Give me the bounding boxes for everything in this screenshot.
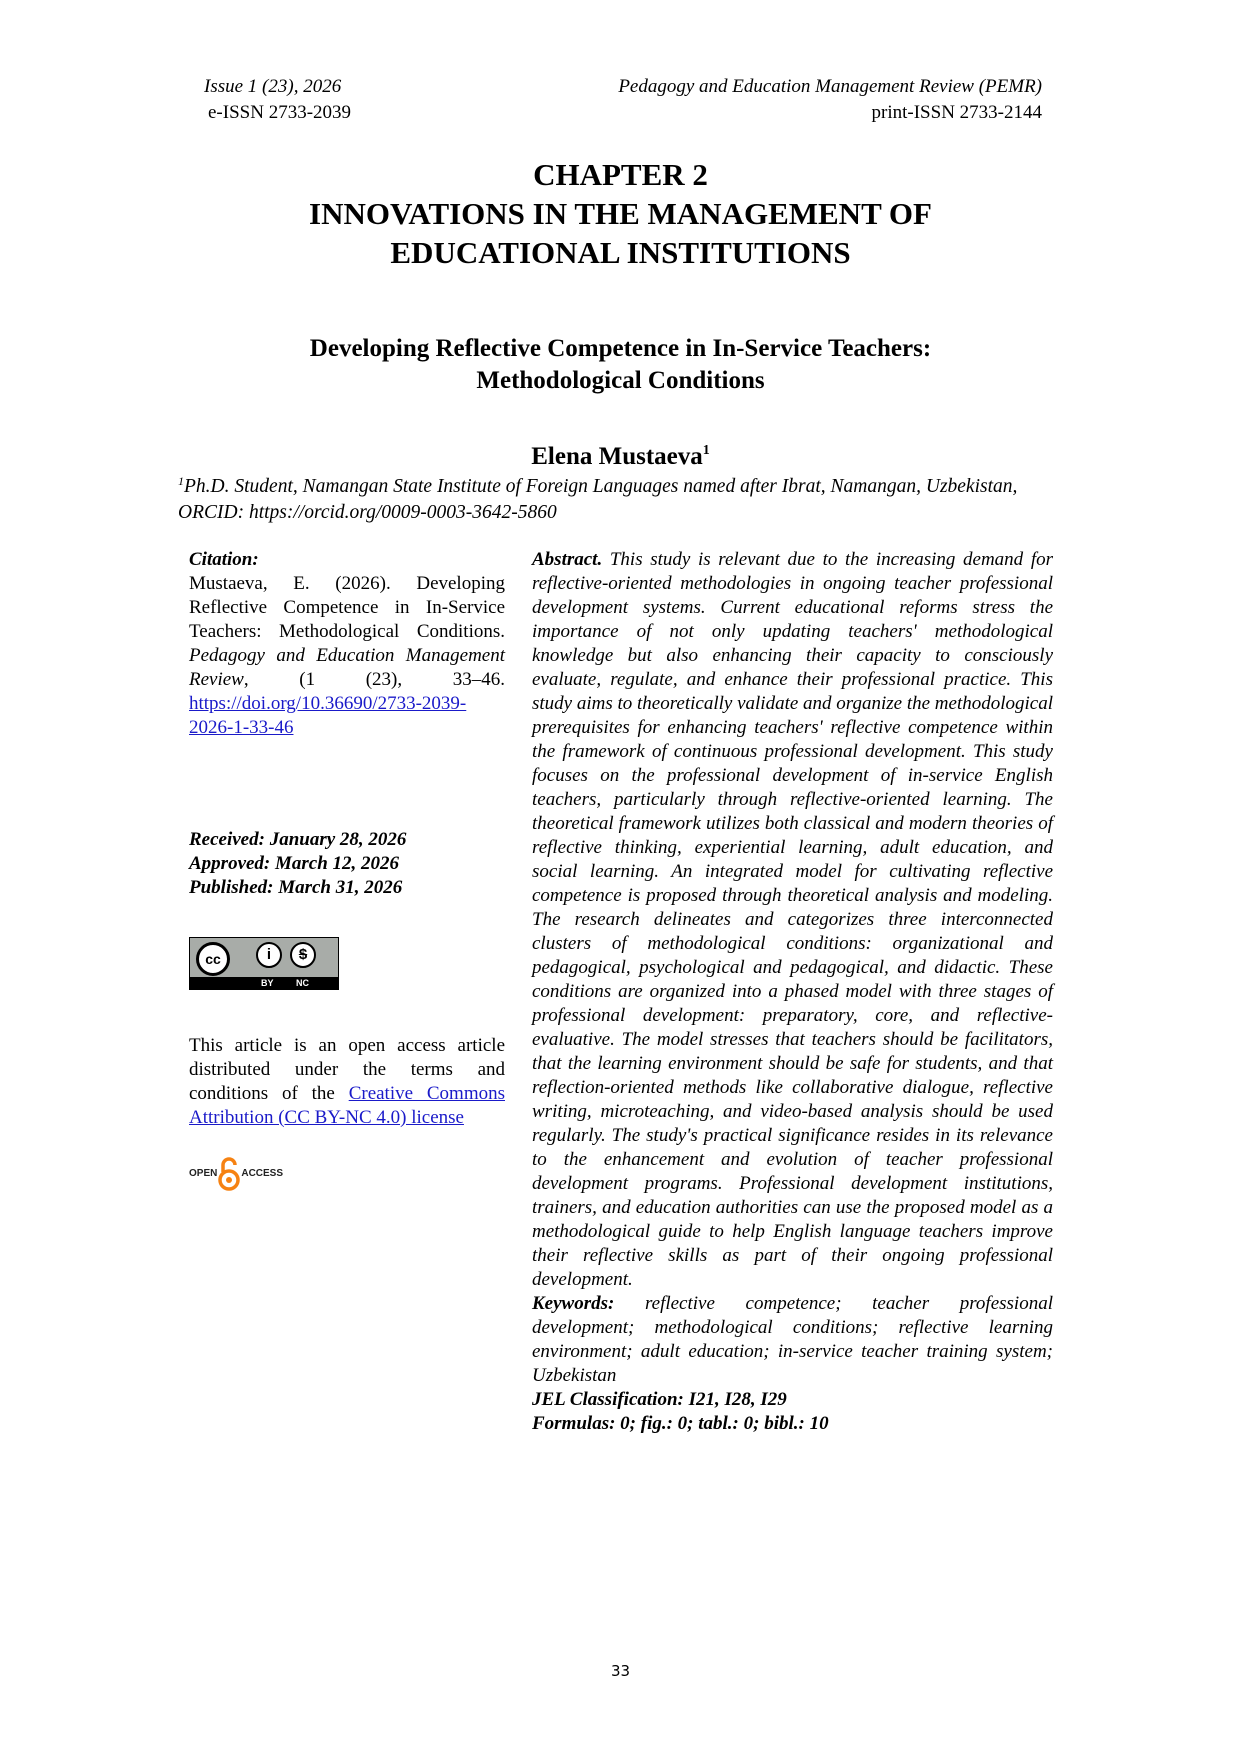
abstract-text: This study is relevant due to the increasing demand for reflective-oriented methodologies in ongoing teacher professional development systems. Current educational reforms stress the importance of not only updating teachers' methodological knowledge but also enhancing their capacity to consciously evaluate, regulate, and enhance their professional practice. This study aims to theoretically validate and organize the methodological prerequisites for enhancing teachers' reflective competence within the framework of continuous professional development. This study focuses on the professional development of in-service English teachers, particularly through reflective-oriented learning. The theoretical framework utilizes both classical and modern theories of reflective thinking, experiential learning, adult education, and social learning. An integrated model for cultivating reflective competence is proposed through theoretical analysis and modeling. The research delineates and categorizes three interconnected clusters of methodological conditions: organizational and pedagogical, psychological and pedagogical, and didactic. These conditions are organized into a phased model with three stages of professional development: preparatory, core, and reflective-evaluative. The model stresses that teachers should be facilitators, that the learning environment should be safe for students, and that reflection-oriented methods like collaborative dialogue, reflective writing, microteaching, and video-based analysis should be used regularly. The study's practical significance resides in its relevance to the enhancement and evolution of teacher professional development programs. Professional development institutions, trainers, and education authorities can use the proposed model as a methodological guide to help English language teachers improve their reflective skills as part of their ongoing professional development. <box>532 549 1054 1290</box>
cc-badge-label-bar <box>190 977 338 989</box>
affiliation-footnote-mark: 1 <box>178 474 184 488</box>
access-label: ACCESS <box>241 1168 284 1179</box>
jel-classification: JEL Classification: I21, I28, I29 <box>532 1389 787 1410</box>
publication-dates <box>189 828 505 900</box>
license-link[interactable]: Creative Commons Attribution (CC BY-NC 4.0) license <box>189 1083 505 1128</box>
chapter-label: CHAPTER 2 <box>533 157 708 192</box>
keywords-text: reflective competence; teacher professional development; methodological conditions; reflective learning environment; adult education; in-service teacher training system; Uzbekistan <box>532 1293 1053 1386</box>
license-statement <box>189 1034 505 1130</box>
open-label: OPEN <box>189 1168 218 1179</box>
abstract-paragraph <box>532 548 1053 1292</box>
running-header-left <box>204 74 351 126</box>
article-title-line2: Methodological Conditions <box>476 367 765 394</box>
print-issn-label: print-ISSN 2733-2144 <box>871 102 1042 123</box>
abstract-section <box>532 548 1053 1436</box>
author-affiliation <box>178 468 1068 526</box>
cc-by-nc-badge-icon <box>189 937 339 990</box>
license-text: This article is an open access article distributed under the terms and conditions of the <box>189 1035 505 1104</box>
author-text: Elena Mustaeva <box>531 443 703 470</box>
open-access-lock-icon <box>218 1156 240 1192</box>
running-header-right <box>618 74 1042 126</box>
citation-text <box>189 572 505 740</box>
open-access-logo <box>189 1156 505 1192</box>
keywords-label: Keywords: <box>532 1293 615 1314</box>
affiliation-text: Ph.D. Student, Namangan State Institute of Foreign Languages named after Ibrat, Namangan, Uzbekistan, ORCID: https://orcid.org/0009-0003-3642-5860 <box>178 476 1018 523</box>
article-counts: Formulas: 0; fig.: 0; tabl.: 0; bibl.: 10 <box>532 1413 829 1434</box>
by-label: BY <box>261 978 274 988</box>
article-info-sidebar <box>189 548 505 1192</box>
article-title <box>0 333 1241 397</box>
doi-link[interactable]: https://doi.org/10.36690/2733-2039-2026-1-33-46 <box>189 693 467 738</box>
citation-label: Citation: <box>189 549 259 570</box>
keywords-paragraph <box>532 1292 1053 1388</box>
citation-journal: Pedagogy and Education Management Review <box>189 645 505 690</box>
approved-date: Approved: March 12, 2026 <box>189 853 400 874</box>
published-date: Published: March 31, 2026 <box>189 877 403 898</box>
cc-icon: cc <box>196 942 230 976</box>
chapter-title-line1: INNOVATIONS IN THE MANAGEMENT OF <box>309 196 932 231</box>
eissn-label: e-ISSN 2733-2039 <box>208 102 352 123</box>
nc-label: NC <box>296 978 309 988</box>
journal-name: Pedagogy and Education Management Review (PEMR) <box>618 76 1042 97</box>
citation-authors-title: Mustaeva, E. (2026). Developing Reflective Competence in In-Service Teachers: Methodological Conditions. <box>189 573 505 642</box>
article-title-line1: Developing Reflective Competence in In-Service Teachers: <box>309 335 932 362</box>
citation-volume-pages: , (1 (23), 33–46. <box>243 669 505 690</box>
issue-label: Issue 1 (23), 2026 <box>204 76 342 97</box>
noncommercial-icon: $ <box>290 942 316 968</box>
chapter-title-line2: EDUCATIONAL INSTITUTIONS <box>390 235 851 270</box>
page-number: 33 <box>610 1662 631 1680</box>
chapter-heading <box>0 155 1241 272</box>
author-footnote-mark: 1 <box>702 443 710 458</box>
received-date: Received: January 28, 2026 <box>189 829 407 850</box>
attribution-icon: i <box>256 942 282 968</box>
abstract-label: Abstract. <box>532 549 603 570</box>
